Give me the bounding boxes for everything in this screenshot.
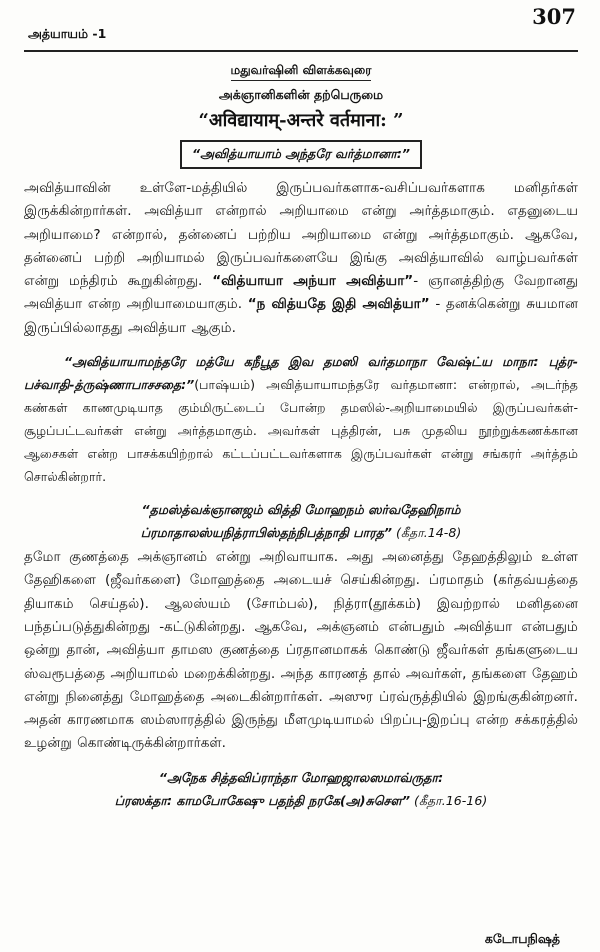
paragraph-1-text-2: - ஞானத்திற்கு வேறானது அவித்யா என்ற அறியாமையாகும். xyxy=(24,273,578,313)
page-footer: கடோபநிஷத் xyxy=(484,931,560,946)
header-rule xyxy=(24,50,578,52)
boxed-quote: “அவித்யாயாம் அந்தரே வர்த்மானா:” xyxy=(180,140,422,169)
gita-quote-16-16-text: ப்ரஸக்தா: காமபோகேஷு பதந்தி நரகே(அ)சுசௌ” xyxy=(114,792,410,808)
bhashya-explanation: (பாஷ்யம்) அவித்யாயாமந்தரே வர்தமானா: என்றால், அடர்ந்த கண்கள் காணமுடியாத கும்மிருட்டைப் போன்ற தமஸில்-அறியாமையில் இருப்பவர்கள்- சூழப்பட்டவர்கள் என்று அர்த்தமாகும். அவர்கள் புத்திரன், பசு முதலிய நூற்றுக்கணக்கான ஆசைகள் என்ற பாசக்கயிற்றால் கட்டப்பட்டவர்களாக இருப்பவர்கள் என்று சங்கரர் அர்த்தம் சொல்கின்றார். xyxy=(24,377,578,485)
gita-quote-16-16-ref: (கீதா.16-16) xyxy=(409,792,488,808)
gita-quote-14-8-text: ப்ரமாதாலஸ்யநித்ராபிஸ்தந்நிபத்நாதி பாரத” xyxy=(140,525,393,541)
page-header xyxy=(24,0,578,54)
paragraph-1-quote-a: “வித்யாயா அந்யா அவித்யா” xyxy=(212,273,414,290)
gita-quote-14-8-line1: “தமஸ்த்வக்ஞானஜம் வித்தி மோஹநம் ஸர்வதேஹிநாம் xyxy=(141,502,461,518)
paragraph-2: தமோ குணத்தை அக்ஞானம் என்று அறிவாயாக. அது அனைத்து தேஹத்திலும் உள்ள தேஹிகளை (ஜீவர்களை) மோஹத்தை அடையச் செய்கின்றது. ப்ரமாதம் (கர்தவ்யத்தை தியாகம் செய்தல்). ஆலஸ்யம் (சோம்பல்), நித்ரா(தூக்கம்) இவற்றால் மனிதனை பந்தப்படுத்துகின்றது -கட்டுகின்றது. ஆகவே, அக்ஞனம் என்பதும் அவித்யா என்பதும் ஒன்று தான், அவித்யா தாமஸ குணத்தை ப்ரதானமாகக் கொண்டு ஜீவர்கள் தங்களுடைய ஸ்வரூபத்தை அறியாமல் மறைக்கின்றது. அந்த காரணத் தால் அவர்கள், தங்களை தேஹம் என்று நினைத்து மோஹத்தை அடைகின்றார்கள். அஸுர ப்ரவ்ருத்தியில் இறங்குகின்றனர். அதன் காரணமாக ஸம்ஸாரத்தில் இருந்து மீளமுடியாமல் பிறப்பு-இறப்பு என்ற சக்கரத்தில் உழன்று கொண்டிருக்கின்றார்கள். xyxy=(24,549,578,752)
chapter-label: அத்யாயம் -1 xyxy=(28,26,107,41)
sanskrit-heading: “अविद्यायाम्-अन्तरे वर्तमाना: ” xyxy=(198,110,404,131)
gita-quote-16-16-line2 xyxy=(24,789,578,812)
paragraph-1-text-3: - தனக்கென்று சுயமான இருப்பில்லாதது அவித்யா ஆகும். xyxy=(24,296,578,336)
subtitle: அக்ஞானிகளின் தற்பெருமை xyxy=(218,87,384,102)
heading-block xyxy=(24,54,578,169)
paragraph-1-quote-b: “ந வித்யதே இதி அவித்யா” xyxy=(247,296,430,313)
bhashya-quote-text: “அவித்யாயாமந்தரே மத்யே கநீபூத இவ தமஸி வர்தமாநா வேஷ்ட்ய மாநா: புத்ர-பச்வாதி-த்ருஷ்ணாபாசசதை:” xyxy=(24,354,578,393)
gita-quote-14-8 xyxy=(24,498,578,544)
page-number: 307 xyxy=(532,4,576,29)
gita-quote-14-8-line2 xyxy=(24,521,578,544)
gita-quote-14-8-ref: (கீதா.14-8) xyxy=(392,525,462,541)
gita-quote-16-16 xyxy=(24,766,578,812)
paragraph-1 xyxy=(24,177,578,340)
section-title: மதுவர்ஷினி விளக்கவுரை xyxy=(231,63,372,81)
bhashya-quote xyxy=(24,350,578,488)
paragraph-1-text: அவித்யாவின் உள்ளே-மத்தியில் இருப்பவர்களாக-வசிப்பவர்களாக மனிதர்கள் இருக்கின்றார்கள். அவித்யா என்றால் அறியாமை என்று அர்த்தமாகும். எதனுடைய அறியாமை? என்றால், தன்னைப் பற்றிய அறியாமை என்று அர்த்தமாகும். ஆகவே, தன்னைப் பற்றி அறியாமல் இருப்பவர்களையே இங்கு அவித்யாவில் வாழ்பவர்கள் என்று மந்திரம் கூறுகின்றது. xyxy=(24,180,578,290)
gita-quote-16-16-line1: “அநேக சித்தவிப்ராந்தா மோஹஜாலஸமாவ்ருதா: xyxy=(158,769,444,785)
